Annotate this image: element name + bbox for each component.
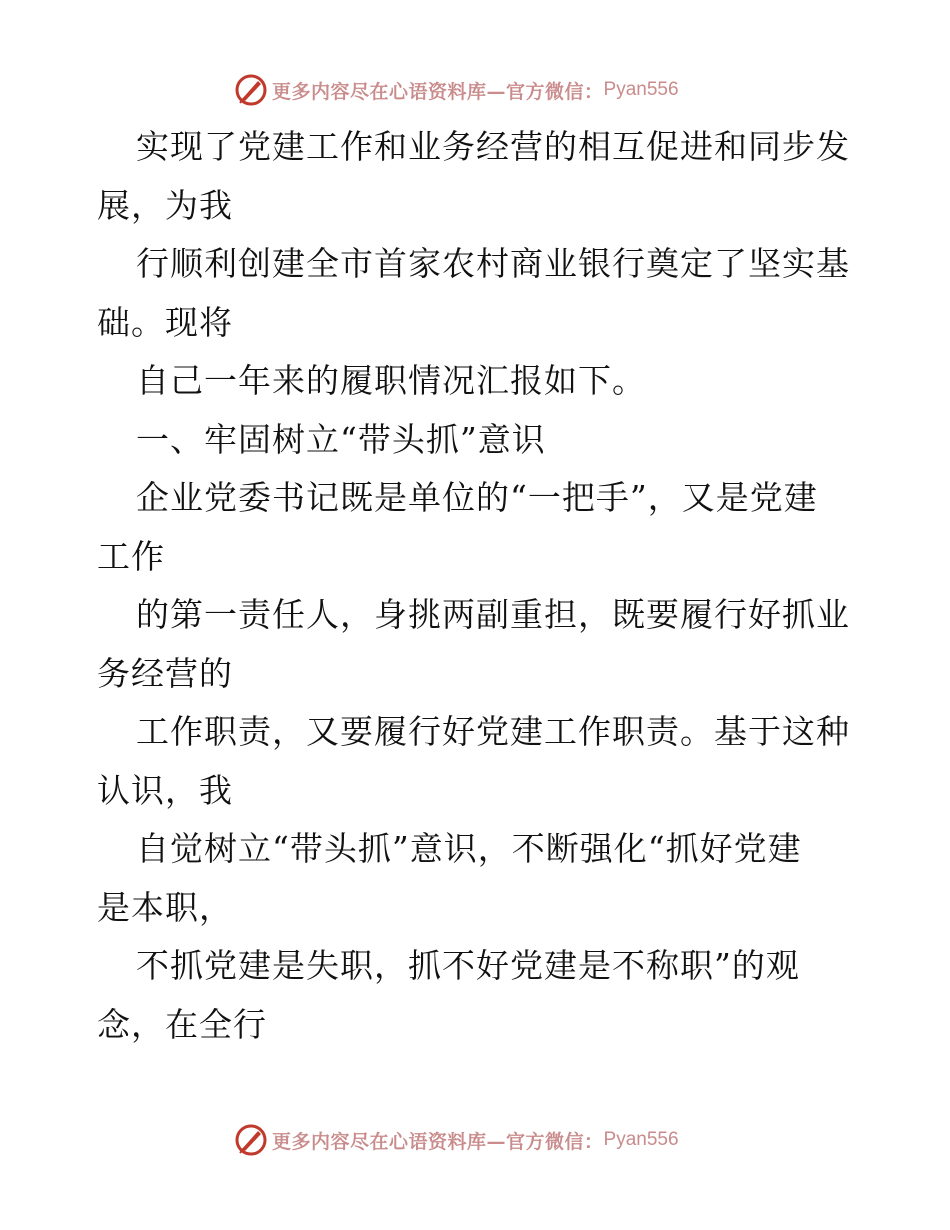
document-body — [97, 118, 857, 1054]
quill-pen-logo-icon — [234, 73, 268, 107]
text-line: 不抓党建是失职，抓不好党建是不称职”的观 — [136, 946, 800, 985]
section-heading: 一、牢固树立“带头抓”意识 — [136, 419, 546, 459]
text-line: 工作 — [97, 536, 165, 576]
text-line: 行顺利创建全市首家农村商业银行奠定了坚实基 — [136, 244, 850, 283]
watermark-handle: Pyan556 — [603, 1129, 679, 1150]
footer-watermark — [234, 1122, 679, 1158]
text-line: 自觉树立“带头抓”意识，不断强化“抓好党建 — [136, 829, 802, 868]
text-line: 自己一年来的履职情况汇报如下。 — [136, 361, 646, 400]
text-line: 企业党委书记既是单位的“一把手”，又是党建 — [136, 478, 818, 517]
text-line: 础。现将 — [97, 302, 233, 342]
text-line: 念，在全行 — [97, 1004, 267, 1044]
text-line: 的第一责任人，身挑两副重担，既要履行好抓业 — [136, 595, 850, 634]
header-watermark — [234, 72, 679, 108]
watermark-handle: Pyan556 — [603, 79, 679, 100]
text-line: 工作职责，又要履行好党建工作职责。基于这种 — [136, 712, 850, 751]
watermark-text: 更多内容尽在心语资料库—官方微信： — [272, 80, 604, 103]
text-line: 是本职， — [97, 887, 233, 927]
text-line: 务经营的 — [97, 653, 233, 693]
text-line: 认识，我 — [97, 770, 233, 810]
text-line: 实现了党建工作和业务经营的相互促进和同步发 — [136, 127, 850, 166]
watermark-text: 更多内容尽在心语资料库—官方微信： — [272, 1130, 604, 1153]
quill-pen-logo-icon — [234, 1123, 268, 1157]
text-line: 展，为我 — [97, 185, 233, 225]
